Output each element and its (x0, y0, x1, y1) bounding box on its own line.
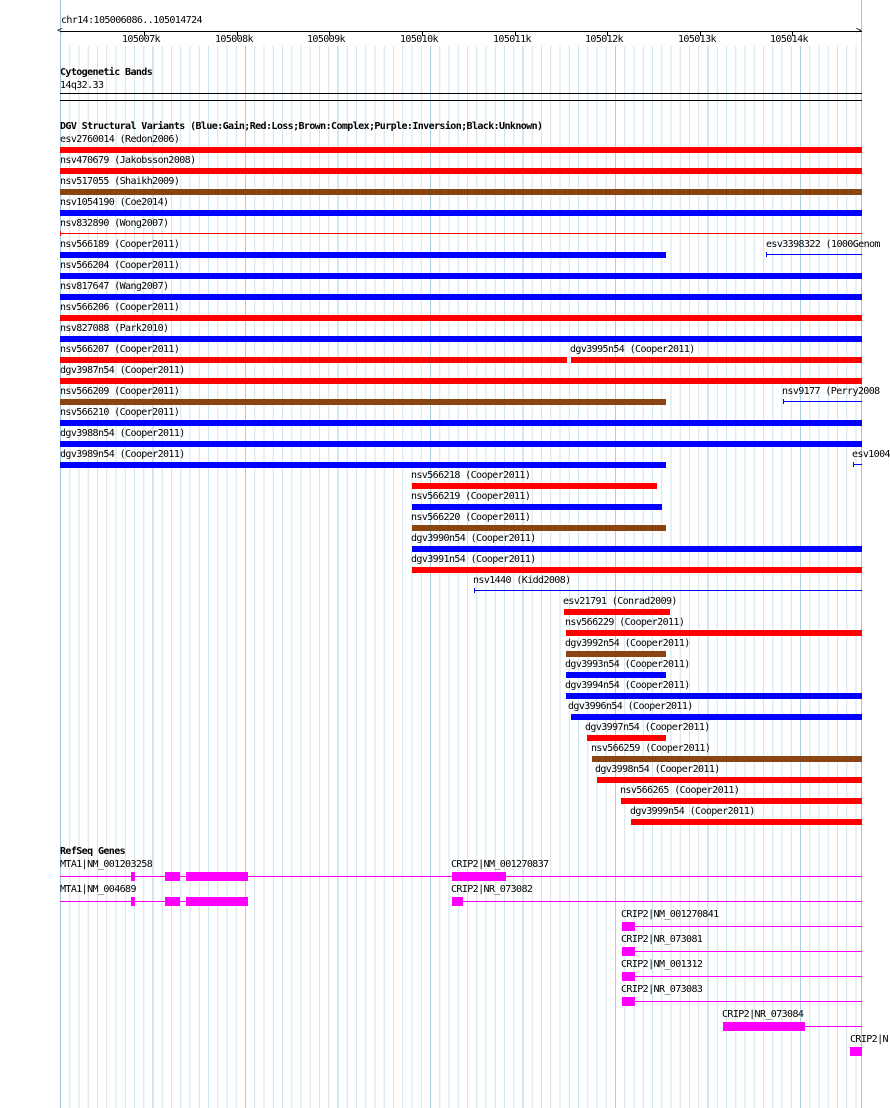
gene-intron-line (622, 951, 862, 952)
variant-bar[interactable] (60, 189, 862, 195)
gene-label[interactable]: CRIP2|N (850, 1034, 888, 1045)
gene-exon[interactable] (452, 897, 463, 906)
refseq-track-title: RefSeq Genes (60, 846, 126, 857)
ruler-tick-label: 105007k (122, 34, 160, 45)
gene-intron-line (451, 876, 862, 877)
variant-bar[interactable] (412, 546, 862, 552)
variant-label[interactable]: dgv3999n54 (Cooper2011) (630, 806, 755, 817)
variant-label[interactable]: nsv566209 (Cooper2011) (60, 386, 180, 397)
variant-label[interactable]: nsv566229 (Cooper2011) (565, 617, 685, 628)
gene-label[interactable]: CRIP2|NM_001270841 (621, 909, 719, 920)
gene-exon[interactable] (131, 872, 135, 881)
variant-bar[interactable] (566, 693, 862, 699)
variant-bar[interactable] (783, 401, 862, 402)
variant-bar[interactable] (60, 315, 862, 321)
variant-label[interactable]: esv1004 (852, 449, 890, 460)
variant-label[interactable]: dgv3992n54 (Cooper2011) (565, 638, 690, 649)
variant-label[interactable]: nsv566204 (Cooper2011) (60, 260, 180, 271)
variant-label[interactable]: nsv517055 (Shaikh2009) (60, 176, 180, 187)
variant-label[interactable]: dgv3991n54 (Cooper2011) (411, 554, 536, 565)
variant-label[interactable]: nsv566218 (Cooper2011) (411, 470, 531, 481)
variant-bar[interactable] (564, 609, 670, 615)
gene-exon[interactable] (622, 997, 635, 1006)
cytoband-bar-bottom (60, 100, 862, 101)
variant-bar[interactable] (853, 464, 862, 465)
variant-bar[interactable] (60, 210, 862, 216)
variant-bar[interactable] (60, 462, 666, 468)
variant-bar[interactable] (60, 441, 862, 447)
variant-bar-start-cap (60, 231, 61, 236)
variant-label[interactable]: nsv470679 (Jakobsson2008) (60, 155, 196, 166)
gene-label[interactable]: MTA1|NM_004689 (60, 884, 136, 895)
variant-bar[interactable] (60, 357, 567, 363)
gene-intron-line (622, 1001, 862, 1002)
variant-label[interactable]: dgv3993n54 (Cooper2011) (565, 659, 690, 670)
variant-bar[interactable] (474, 590, 862, 591)
variant-bar[interactable] (60, 378, 862, 384)
variant-bar[interactable] (766, 254, 862, 255)
gene-intron-line (622, 926, 862, 927)
ruler-left-arrow-icon: < (57, 26, 62, 36)
variant-label[interactable]: nsv832890 (Wong2007) (60, 218, 169, 229)
gene-label[interactable]: CRIP2|NR_073084 (722, 1009, 804, 1020)
variant-bar[interactable] (60, 336, 862, 342)
variant-bar[interactable] (597, 777, 862, 783)
variant-bar[interactable] (412, 504, 662, 510)
variant-label[interactable]: nsv566259 (Cooper2011) (591, 743, 711, 754)
gene-intron-line (622, 976, 862, 977)
gene-label[interactable]: CRIP2|NR_073083 (621, 984, 703, 995)
variant-bar[interactable] (60, 420, 862, 426)
variant-label[interactable]: nsv1054190 (Coe2014) (60, 197, 169, 208)
ruler-tick-label: 105011k (493, 34, 531, 45)
gene-label[interactable]: CRIP2|NR_073082 (451, 884, 533, 895)
variant-label[interactable]: nsv566265 (Cooper2011) (620, 785, 740, 796)
variant-label[interactable]: dgv3995n54 (Cooper2011) (570, 344, 695, 355)
gene-intron-line (452, 901, 862, 902)
variant-bar[interactable] (60, 399, 666, 405)
cytobands-title: Cytogenetic Bands (60, 67, 153, 78)
gene-label[interactable]: CRIP2|NR_073081 (621, 934, 703, 945)
ruler-tick-label: 105009k (307, 34, 345, 45)
gene-exon[interactable] (186, 872, 248, 881)
variant-bar[interactable] (566, 630, 862, 636)
variant-label[interactable]: nsv566189 (Cooper2011) (60, 239, 180, 250)
gene-label[interactable]: CRIP2|NM_001312 (621, 959, 703, 970)
variant-label[interactable]: dgv3990n54 (Cooper2011) (411, 533, 536, 544)
gene-label[interactable]: CRIP2|NM_001270837 (451, 859, 549, 870)
variant-label[interactable]: esv21791 (Conrad2009) (563, 596, 677, 607)
variant-bar[interactable] (412, 525, 666, 531)
variant-label[interactable]: dgv3987n54 (Cooper2011) (60, 365, 185, 376)
variant-bar[interactable] (571, 357, 862, 363)
variant-bar-start-cap (474, 588, 475, 593)
variant-bar[interactable] (60, 294, 862, 300)
variant-label[interactable]: nsv9177 (Perry2008 (782, 386, 880, 397)
region-label: chr14:105006086..105014724 (61, 15, 202, 26)
gene-exon[interactable] (186, 897, 248, 906)
cytoband-label[interactable]: 14q32.33 (60, 80, 104, 91)
gene-exon[interactable] (165, 872, 180, 881)
gene-exon[interactable] (452, 872, 506, 881)
variant-bar[interactable] (566, 651, 666, 657)
variant-bar[interactable] (566, 672, 666, 678)
ruler-right-arrow-icon: > (856, 26, 861, 36)
variant-bar[interactable] (631, 819, 862, 825)
variant-bar[interactable] (60, 252, 666, 258)
variant-label[interactable]: dgv3998n54 (Cooper2011) (595, 764, 720, 775)
gene-exon[interactable] (850, 1047, 862, 1056)
variant-label[interactable]: nsv566206 (Cooper2011) (60, 302, 180, 313)
variant-bar[interactable] (60, 273, 862, 279)
cytoband-bar-top (60, 93, 862, 94)
variant-label[interactable]: dgv3997n54 (Cooper2011) (585, 722, 710, 733)
ruler-tick-label: 105013k (678, 34, 716, 45)
variant-bar[interactable] (412, 483, 657, 489)
variant-label[interactable]: dgv3994n54 (Cooper2011) (565, 680, 690, 691)
variant-label[interactable]: nsv1440 (Kidd2008) (473, 575, 571, 586)
variant-label[interactable]: esv3398322 (1000Genom (766, 239, 880, 250)
variant-bar[interactable] (60, 168, 862, 174)
variant-bar[interactable] (621, 798, 862, 804)
dgv-track-title: DGV Structural Variants (Blue:Gain;Red:Loss;Brown:Complex;Purple:Inversion;Black:Unknown) (60, 121, 543, 132)
variant-bar-start-cap (853, 462, 854, 467)
variant-label[interactable]: dgv3996n54 (Cooper2011) (568, 701, 693, 712)
gene-exon[interactable] (723, 1022, 805, 1031)
gene-label[interactable]: MTA1|NM_001203258 (60, 859, 153, 870)
variant-bar[interactable] (592, 756, 862, 762)
gene-exon[interactable] (131, 897, 135, 906)
variant-label[interactable]: nsv817647 (Wang2007) (60, 281, 169, 292)
variant-bar-start-cap (783, 399, 784, 404)
variant-label[interactable]: nsv566220 (Cooper2011) (411, 512, 531, 523)
gene-exon[interactable] (622, 947, 635, 956)
ruler[interactable] (57, 26, 862, 48)
variant-label[interactable]: dgv3988n54 (Cooper2011) (60, 428, 185, 439)
variant-bar[interactable] (60, 233, 862, 234)
variant-label[interactable]: dgv3989n54 (Cooper2011) (60, 449, 185, 460)
variant-bar[interactable] (587, 735, 666, 741)
gene-exon[interactable] (622, 922, 635, 931)
ruler-tick-label: 105012k (585, 34, 623, 45)
variant-label[interactable]: nsv827088 (Park2010) (60, 323, 169, 334)
variant-label[interactable]: nsv566207 (Cooper2011) (60, 344, 180, 355)
variant-bar[interactable] (60, 147, 862, 153)
ruler-tick-label: 105010k (400, 34, 438, 45)
variant-bar-start-cap (766, 252, 767, 257)
variant-bar[interactable] (412, 567, 862, 573)
ruler-tick-label: 105014k (770, 34, 808, 45)
variant-bar[interactable] (571, 714, 862, 720)
variant-label[interactable]: nsv566210 (Cooper2011) (60, 407, 180, 418)
variant-label[interactable]: nsv566219 (Cooper2011) (411, 491, 531, 502)
ruler-tick-label: 105008k (215, 34, 253, 45)
ruler-axis-line (60, 31, 862, 32)
gene-exon[interactable] (622, 972, 635, 981)
gene-exon[interactable] (165, 897, 180, 906)
variant-label[interactable]: esv2760014 (Redon2006) (60, 134, 180, 145)
